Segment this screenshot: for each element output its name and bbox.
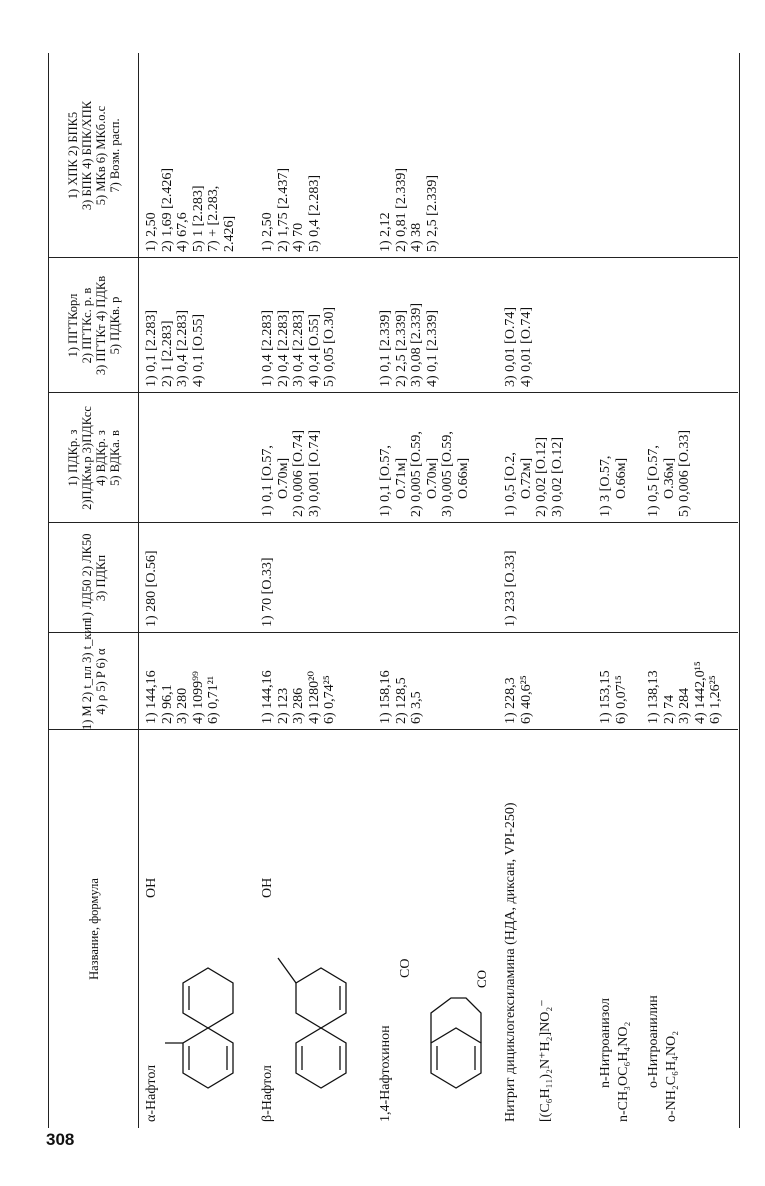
- header-water: 1) ПГТКорл 2) ПГТКс. р. в 3) ПГТКт 4) ПДКв 5) ПДКв. р: [66, 275, 122, 376]
- row-formula: [(C₆H₁₁)₂N⁺H₂]NO₂⁻: [538, 999, 553, 1122]
- cell-air: 1) 0,1 [О.57, О.71м] 2) 0,005 [О.59, О.70м] 3) 0,005 [О.59, О.66м]: [378, 431, 471, 517]
- cell-water: 3) 0,01 [О.74] 4) 0,01 [О.74]: [503, 306, 534, 387]
- row-name: 1,4-Нафтохинон: [378, 1025, 393, 1122]
- cell-phys: 1) 144,16 2) 123 3) 286 4) 1280²⁰ 6) 0,74²⁵: [260, 670, 337, 724]
- row-name: β-Нафтол: [260, 1065, 275, 1122]
- cell-phys: 1) 228,3 6) 40,6²⁵: [503, 675, 534, 724]
- row-name: Нитрит дициклогексиламина (НДА, диксан, VPI-250): [503, 802, 518, 1122]
- cell-tox: 1) 280 [О.56]: [144, 550, 159, 627]
- header-name: Название, формула: [87, 878, 101, 980]
- cell-water: 1) 0,4 [2.283] 2) 0,4 [2.283] 3) 0,4 [2.283] 4) 0,4 [О.55] 5) 0,05 [О.30]: [260, 306, 337, 387]
- cell-phys: 1) 144,16 2) 96,1 3) 280 4) 1099⁹⁹ 6) 0,71²¹: [144, 670, 221, 724]
- cell-bio: 1) 2,50 2) 1,69 [2.426] 4) 67,6 5) 1 [2.283] 7) + [2.283, 2.426]: [144, 168, 237, 252]
- header-tox: 1) ЛД50 2) ЛК50 3) ПДКп: [80, 533, 108, 623]
- header-air: 1) ПДКр. з 2)ПДКм.р 3)ПДКсс 4) ВДКр. з 5) ВДКа. в: [66, 406, 122, 510]
- naphthoquinone-structure-icon: [416, 898, 496, 1118]
- cell-tox: 1) 70 [О.33]: [260, 557, 275, 627]
- rotated-table: [48, 48, 765, 1128]
- cell-air: 1) 0,5 [О.2, О.72м] 2) 0,02 [О.12] 3) 0,02 [О.12]: [503, 436, 565, 517]
- page-number: 308: [46, 1130, 75, 1149]
- row-formula: OH: [144, 877, 159, 898]
- cell-water: 1) 0,1 [2.339] 2) 2,5 [2.339] 3) 0,08 [2.339] 4) 0,1 [2.339]: [378, 303, 440, 387]
- row-formula: CO: [398, 958, 413, 978]
- cell-tox: 1) 233 [О.33]: [503, 550, 518, 627]
- row-name: о-Нитроанилин: [646, 995, 661, 1088]
- cell-phys: 1) 158,16 2) 128,5 6) 3,5: [378, 670, 424, 724]
- row-formula: о-NH₂C₆H₄NO₂: [664, 1030, 679, 1122]
- cell-air: 1) 0,1 [О.57, О.70м] 2) 0,006 [О.74] 3) 0,001 [О.74]: [260, 429, 322, 517]
- header-phys: 1) M 2) t_пл 3) t_кип 4) ρ 5) P 6) α: [80, 620, 108, 730]
- cell-water: 1) 0,1 [2.283] 2) 1 [2.283] 3) 0,4 [2.283] 4) 0,1 [О.55]: [144, 310, 206, 387]
- header-bio: 1) ХПК 2) БПК5 3) БПК 4) БПК/ХПК 5) МКв 6) МКб.о.с 7) Возм. расп.: [66, 100, 122, 211]
- cell-air: 1) 3 [О.57, О.66м]: [598, 455, 629, 517]
- cell-bio: 1) 2,12 2) 0,81 [2.339] 4) 38 5) 2,5 [2.339]: [378, 168, 440, 252]
- cell-air: 1) 0,5 [О.57, О.36м] 5) 0,006 [О.33]: [646, 429, 692, 517]
- cell-phys: 1) 153,15 6) 0,07¹⁵: [598, 670, 629, 724]
- row-formula: n-CH₃OC₆H₄NO₂: [616, 1021, 631, 1122]
- row-name: α-Нафтол: [144, 1064, 159, 1122]
- row-formula: OH: [260, 877, 275, 898]
- beta-naphthol-structure-icon: [276, 918, 366, 1118]
- cell-phys: 1) 138,13 2) 74 3) 284 4) 1442,0¹⁵ 6) 1,26²⁵: [646, 661, 723, 724]
- alpha-naphthol-structure-icon: [163, 938, 253, 1118]
- svg-text:CO: CO: [474, 969, 489, 988]
- row-name: n-Нитроанизол: [598, 997, 613, 1088]
- cell-bio: 1) 2,50 2) 1,75 [2.437] 4) 70 5) 0,4 [2.283]: [260, 168, 322, 252]
